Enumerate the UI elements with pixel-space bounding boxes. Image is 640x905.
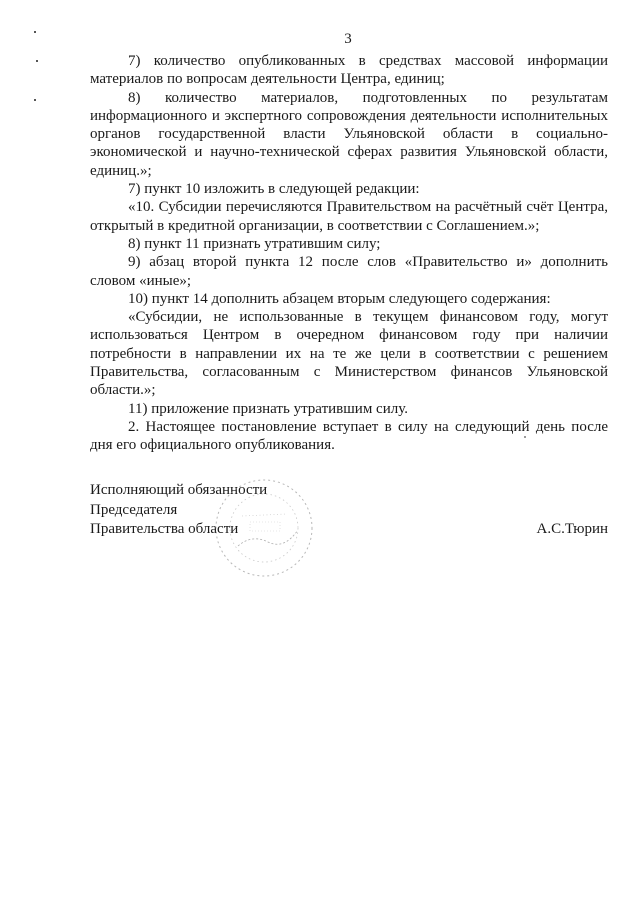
paragraph: 8) количество материалов, подготовленных по результатам информационного и экспертного сопровождения деятельности исполнительных органов государственной власти Ульяновской области в социально-экономической и научно-технической сферах развития Ульяновской области, единиц.»;: [90, 89, 608, 179]
paragraph: 11) приложение признать утратившим силу.: [128, 400, 408, 417]
official-stamp-seal: [212, 476, 316, 580]
scan-mark: [36, 60, 38, 62]
paragraph: 2. Настоящее постановление вступает в силу на следующий день после дня его официального опубликования.: [90, 418, 608, 454]
signatory-title-line3: Правительства области: [90, 521, 239, 537]
signatory-title-line2: Председателя: [90, 501, 178, 518]
paragraph: «10. Субсидии перечисляются Правительством на расчётный счёт Центра, открытый в кредитной организации, в соответствии с Соглашением.»;: [90, 199, 608, 234]
paragraph: 8) пункт 11 признать утратившим силу;: [128, 235, 381, 252]
signatory-title-line1: Исполняющий обязанности: [90, 482, 268, 498]
document-body: [90, 52, 608, 455]
scan-mark: [34, 99, 36, 101]
signature-block: [90, 481, 608, 540]
paragraph: 10) пункт 14 дополнить абзацем вторым следующего содержания:: [128, 290, 551, 307]
paragraph: 7) пункт 10 изложить в следующей редакции:: [128, 181, 420, 198]
paragraph: «Субсидии, не использованные в текущем финансовом году, могут использоваться Центром в очередном финансовом году при наличии потребности в направлении их на те же цели в соответствии с решением Правительства, согласованным с Министерством финансов Ульяновской области.»;: [90, 309, 608, 399]
paragraph: 9) абзац второй пункта 12 после слов «Правительство и» дополнить словом «иные»;: [90, 254, 608, 289]
signatory-name: А.С.Тюрин: [536, 521, 608, 537]
paragraph: 7) количество опубликованных в средствах массовой информации материалов по вопросам деятельности Центра, единиц;: [90, 53, 608, 88]
page-number: 3: [344, 31, 352, 47]
